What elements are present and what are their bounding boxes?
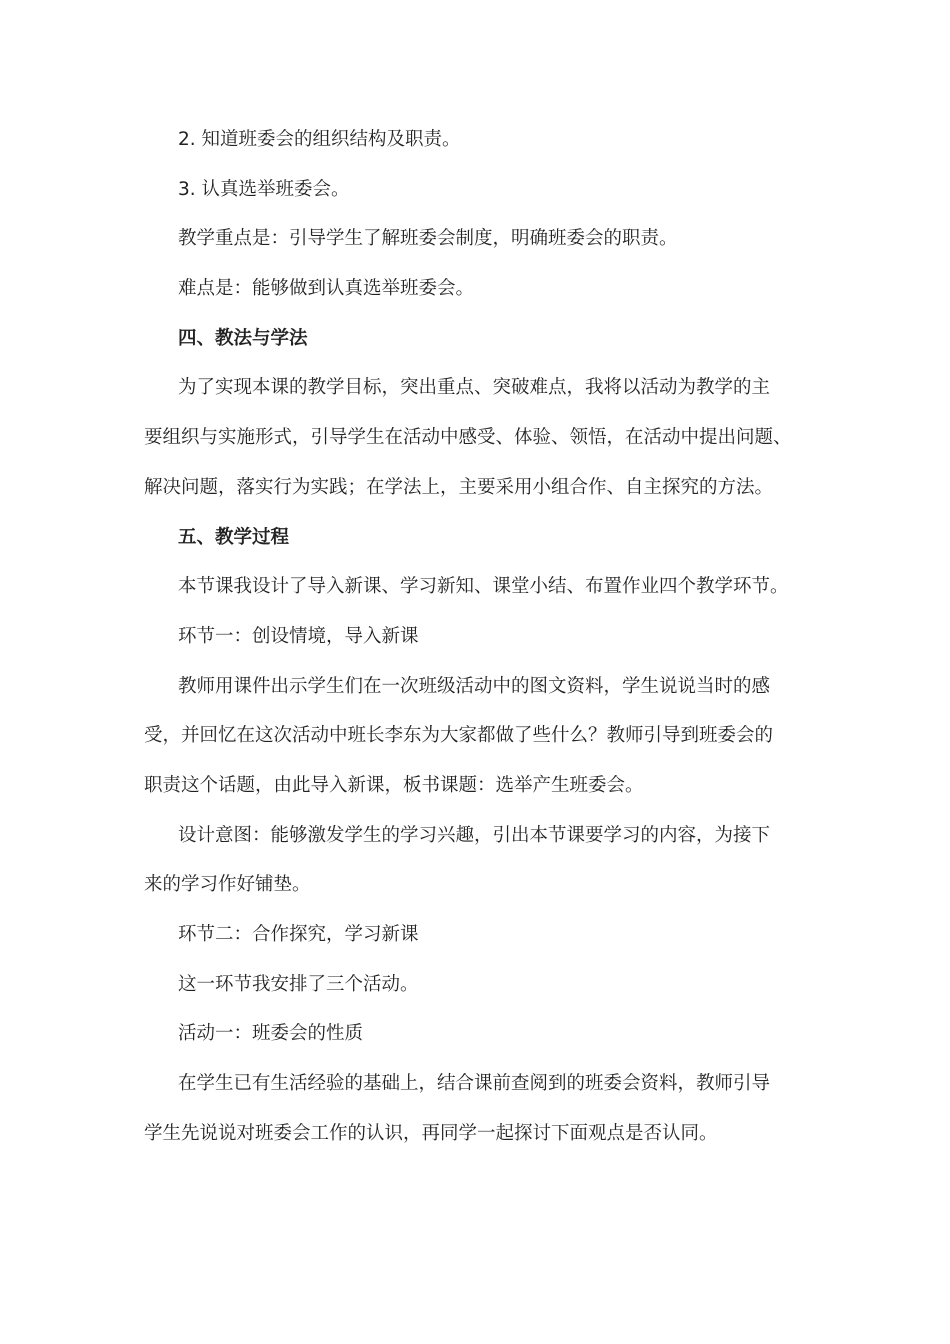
- paragraph-line: 环节一：创设情境，导入新课: [178, 625, 419, 647]
- paragraph-line: 这一环节我安排了三个活动。: [178, 973, 419, 995]
- paragraph-line: 职责这个话题，由此导入新课，板书课题：选举产生班委会。: [144, 774, 644, 796]
- paragraph-line: 本节课我设计了导入新课、学习新知、课堂小结、布置作业四个教学环节。: [178, 576, 789, 598]
- paragraph-line: 来的学习作好铺垫。: [144, 874, 311, 896]
- document-page: [144, 115, 824, 1158]
- paragraph-line: 为了实现本课的教学目标，突出重点、突破难点，我将以活动为教学的主: [178, 377, 771, 399]
- paragraph-line: 难点是：能够做到认真选举班委会。: [178, 278, 475, 300]
- paragraph-line: 环节二：合作探究，学习新课: [178, 924, 419, 945]
- paragraph-line: 3. 认真选举班委会。: [178, 178, 350, 200]
- paragraph-line: 设计意图：能够激发学生的学习兴趣，引出本节课要学习的内容，为接下: [178, 824, 771, 846]
- paragraph-line: 要组织与实施形式，引导学生在活动中感受、体验、领悟，在活动中提出问题、: [144, 427, 792, 449]
- paragraph-line: 活动一：班委会的性质: [178, 1023, 364, 1045]
- paragraph-line: 解决问题，落实行为实践；在学法上，主要采用小组合作、自主探究的方法。: [144, 476, 774, 498]
- paragraph-line: 学生先说说对班委会工作的认识，再同学一起探讨下面观点是否认同。: [144, 1122, 718, 1144]
- section-heading: 五、教学过程: [178, 526, 290, 548]
- paragraph-line: 受，并回忆在这次活动中班长李东为大家都做了些什么？教师引导到班委会的: [144, 725, 774, 747]
- paragraph-line: 教师用课件出示学生们在一次班级活动中的图文资料，学生说说当时的感: [178, 675, 771, 697]
- section-heading: 四、教法与学法: [178, 327, 308, 349]
- paragraph-line: 2. 知道班委会的组织结构及职责。: [178, 129, 461, 150]
- paragraph-line: 教学重点是：引导学生了解班委会制度，明确班委会的职责。: [178, 228, 678, 250]
- paragraph-line: 在学生已有生活经验的基础上，结合课前查阅到的班委会资料，教师引导: [178, 1073, 771, 1095]
